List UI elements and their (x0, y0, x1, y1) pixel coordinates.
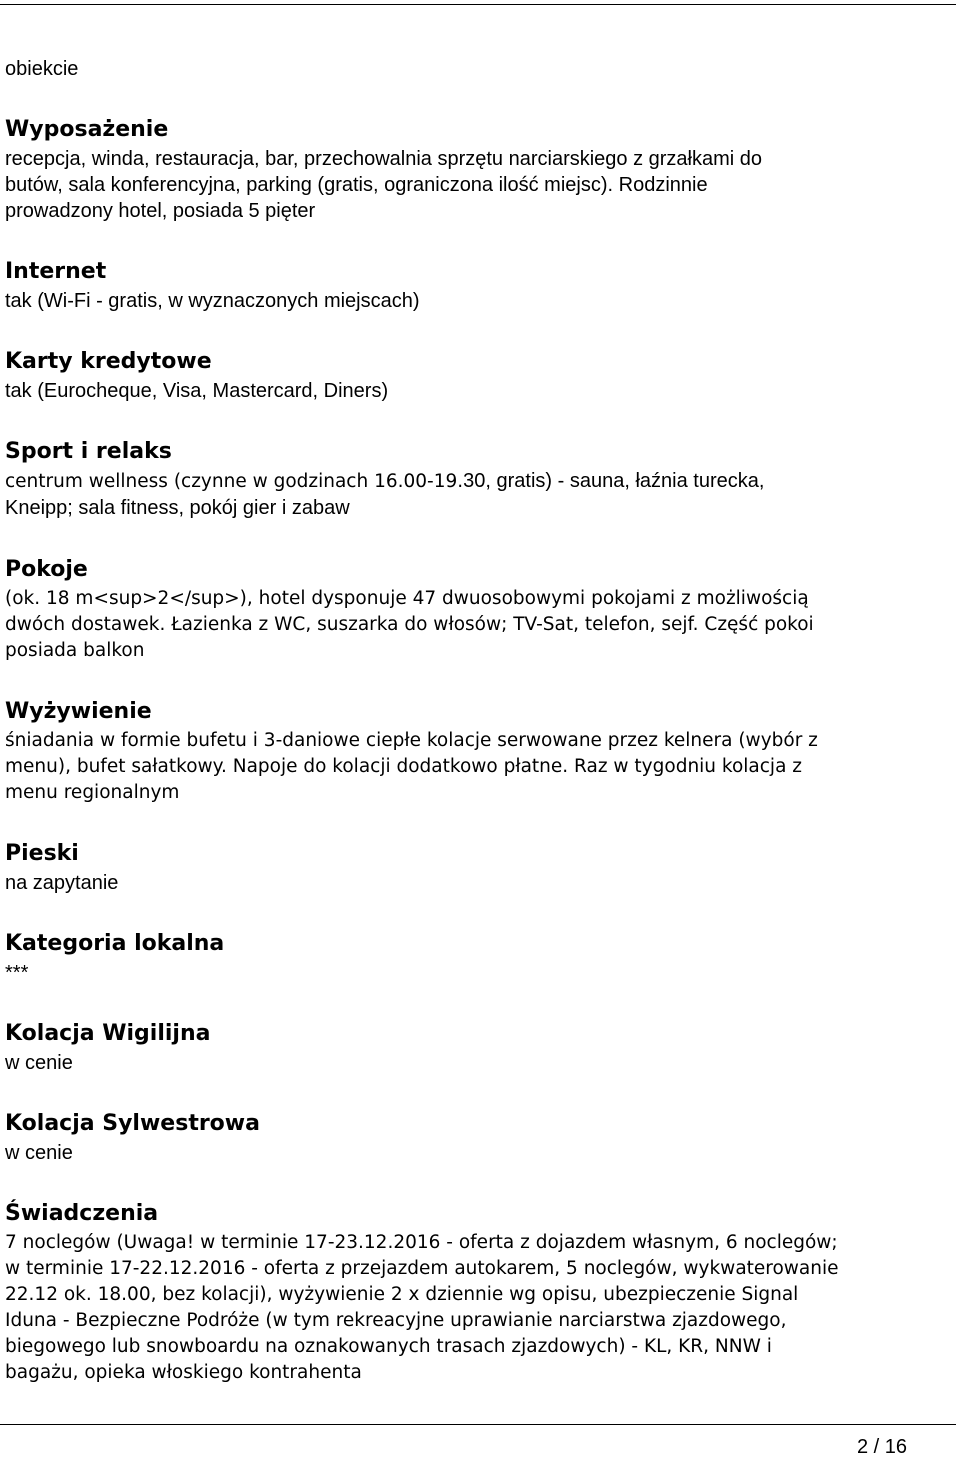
section-pieski (5, 842, 930, 896)
section-text-part: centrum wellness (czynne w godzinach 16.00-19. (5, 471, 464, 492)
top-rule (0, 4, 956, 5)
section-heading: Świadczenia (5, 1201, 159, 1226)
section-swiadczenia (5, 1202, 930, 1386)
section-kolacja-sylwestrowa (5, 1112, 930, 1166)
section-text: (ok. 18 m<sup>2</sup>), hotel dysponuje 47 dwuosobowymi pokojami z możliwością dwóch dostawek. Łazienka z WC, suszarka do włosów; TV-Sat, telefon, sejf. Część pokoi posiada balkon (5, 588, 814, 661)
section-internet (5, 260, 930, 314)
section-text: tak (Eurocheque, Visa, Mastercard, Diners) (5, 380, 389, 402)
section-text: śniadania w formie bufetu i 3-daniowe ciepłe kolacje serwowane przez kelnera (wybór z menu), bufet sałatkowy. Napoje do kolacji dodatkowo płatne. Raz w tygodniu kolacja z menu regionalnym (5, 730, 818, 803)
section-pokoje (5, 558, 930, 664)
section-kolacja-wigilijna (5, 1022, 930, 1076)
page-number: 2 / 16 (856, 1436, 907, 1458)
section-text: w cenie (5, 1142, 73, 1164)
section-text: recepcja, winda, restauracja, bar, przechowalnia sprzętu narciarskiego z grzałkami do butów, sala konferencyjna, parking (gratis, ograniczona ilość miejsc). Rodzinnie prowadzony hotel, posiada 5 pięter (5, 148, 763, 222)
section-text-part: 30, gratis) - sauna, łaźnia turecka, Kneipp; sala fitness, pokój gier i zabaw (5, 470, 765, 519)
intro-text: obiekcie (5, 58, 79, 80)
section-kategoria-lokalna (5, 932, 930, 986)
section-wyzywienie (5, 700, 930, 806)
document-body (5, 56, 930, 1386)
section-heading: Sport i relaks (5, 439, 172, 464)
section-heading: Internet (5, 259, 107, 284)
section-heading: Pokoje (5, 557, 88, 582)
section-heading: Wyposażenie (5, 117, 169, 142)
section-text (5, 468, 930, 522)
section-text: tak (Wi-Fi - gratis, w wyznaczonych miejscach) (5, 290, 420, 312)
section-heading: Kolacja Sylwestrowa (5, 1111, 260, 1136)
footer-rule (0, 1424, 956, 1425)
section-heading: Kategoria lokalna (5, 931, 225, 956)
section-text: na zapytanie (5, 872, 119, 894)
section-text: w cenie (5, 1052, 73, 1074)
section-heading: Kolacja Wigilijna (5, 1021, 211, 1046)
section-karty-kredytowe (5, 350, 930, 404)
section-heading: Pieski (5, 841, 79, 866)
section-text: 7 noclegów (Uwaga! w terminie 17-23.12.2016 - oferta z dojazdem własnym, 6 noclegów; w terminie 17-22.12.2016 - oferta z przejazdem autokarem, 5 noclegów, wykwaterowanie 22.12 ok. 18.00, bez kolacji), wyżywienie 2 x dziennie wg opisu, ubezpieczenie Signal Iduna - Bezpieczne Podróże (w tym rekreacyjne uprawianie narciarstwa zjazdowego, biegowego lub snowboardu na oznakowanych trasach zjazdowych) - KL, KR, NNW i bagażu, opieka włoskiego kontrahenta (5, 1232, 839, 1383)
section-heading: Karty kredytowe (5, 349, 212, 374)
section-text: *** (5, 962, 29, 984)
section-sport-i-relaks (5, 440, 930, 522)
section-heading: Wyżywienie (5, 699, 152, 724)
section-wyposazenie (5, 118, 930, 224)
